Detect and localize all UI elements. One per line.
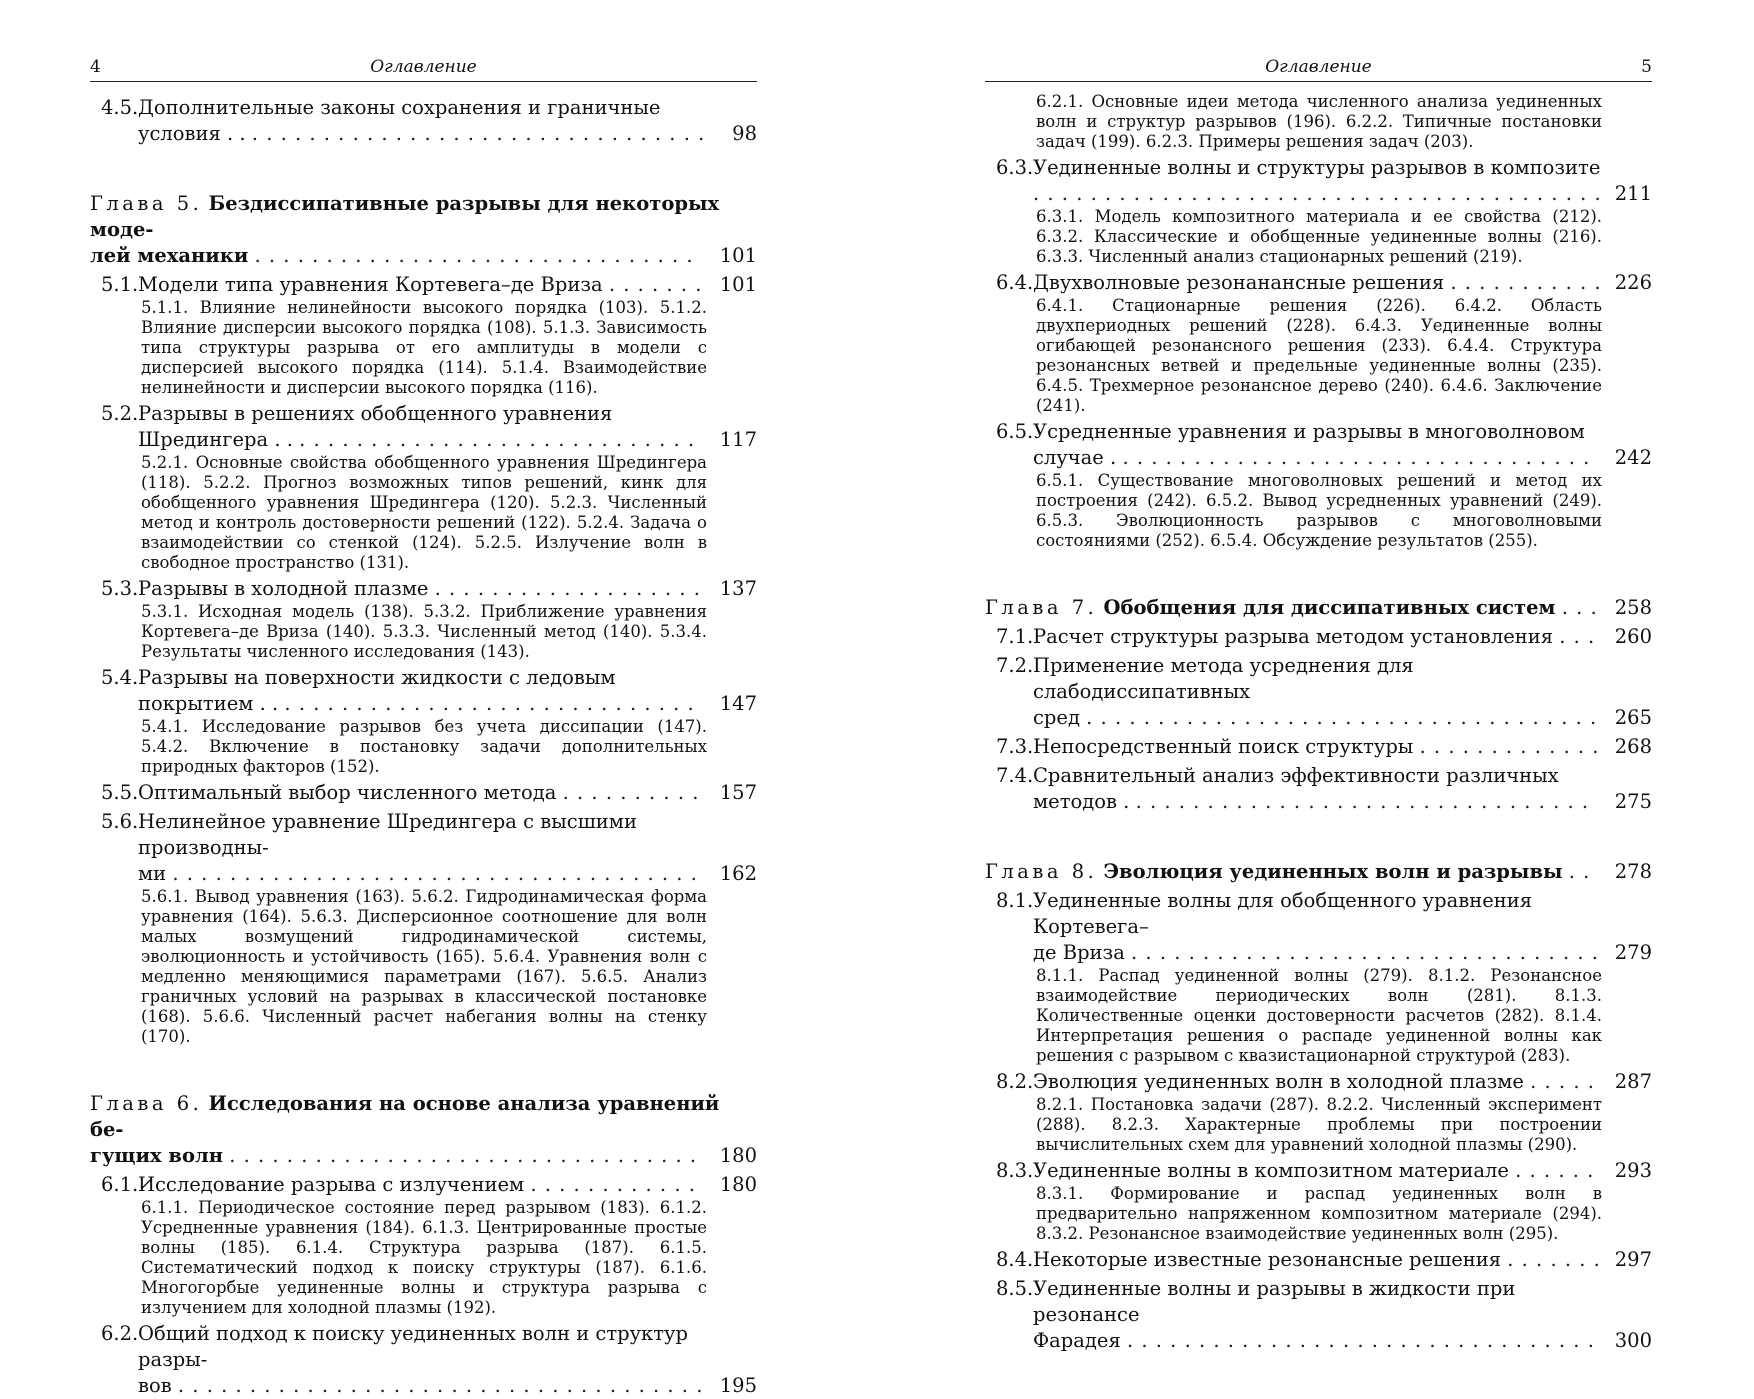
chapter-heading <box>90 191 757 269</box>
section-title: Разрывы в решениях обобщенного уравнения Шредингера . . <box>138 402 613 451</box>
section-title: Расчет структуры разрыва методом установления <box>1033 625 1554 648</box>
page-ref: 162 <box>719 862 757 885</box>
running-title: Оглавление <box>1265 57 1372 77</box>
subsection-list: 8.2.1. Постановка задачи (287). 8.2.2. Численный эксперимент (288). 8.2.3. Характерные проблемы при построении вычислительных схем для уравнений холодной плазмы (290). <box>1036 1095 1602 1154</box>
section-title-line: ми <box>138 862 167 885</box>
dot-leader: . . . . . . . . . . . <box>1450 271 1602 294</box>
section-title-line: Фарадея <box>1033 1329 1121 1352</box>
chapter-heading <box>985 859 1652 885</box>
section-number: 8.5. <box>996 1277 1034 1300</box>
section-number: 5.4. <box>101 666 139 689</box>
page-number: 5 <box>1641 57 1652 77</box>
page-ref: 147 <box>719 692 757 715</box>
section-number: 4.5. <box>101 96 139 119</box>
section-number: 8.2. <box>996 1070 1034 1093</box>
subsection-list: 6.2.1. Основные идеи метода численного анализа уединенных волн и структур разрывов (196). 6.2.2. Типичные постановки задач (199). 6.2.3. Примеры решения задач (203). <box>1036 92 1602 151</box>
section-number: 5.2. <box>101 402 139 425</box>
dot-leader: . . . . . . . . . . . . . . . . . . . . . . . . . . . . . . . . . . . . . <box>177 1374 704 1397</box>
dot-leader: . . . . . . . . . . . . . . . . . . . . . . . . . . . . . . . . . <box>1131 941 1599 964</box>
section-title: Оптимальный выбор численного метода <box>138 781 557 804</box>
page-ref: 101 <box>719 273 757 296</box>
toc-list <box>90 82 757 1399</box>
dot-leader: . . . . . . <box>1515 1159 1595 1182</box>
dot-leader: . . . . . . . . . . . . . . . . . . . . . . . . . . . . . . . . . <box>229 1144 698 1167</box>
section-number: 6.1. <box>101 1173 139 1196</box>
page-ref: 279 <box>1614 941 1652 964</box>
dot-leader: . . . . . . . . . . . . . . . . . . . . . . . . . . . . . . . . <box>251 122 706 145</box>
page-ref: 293 <box>1614 1159 1652 1182</box>
chapter-label: Глава 7. <box>985 596 1098 619</box>
toc-entry <box>90 576 757 602</box>
page-ref: 211 <box>1614 182 1652 205</box>
toc-entry <box>985 888 1652 966</box>
dot-leader: . . . . . <box>1530 1070 1595 1093</box>
page-ref: 180 <box>719 1173 757 1196</box>
section-title: Сравнительный анализ эффективности различных методов . <box>1033 764 1559 813</box>
section-number: 5.1. <box>101 273 139 296</box>
section-number: 7.1. <box>996 625 1034 648</box>
subsection-list: 5.4.1. Исследование разрывов без учета диссипации (147). 5.4.2. Включение в постановку задачи дополнительных природных факторов (152). <box>141 717 707 776</box>
dot-leader: . . . . . . . . . . . . . . . . . . . . . . . . . . . . . . . . . <box>1122 446 1591 469</box>
section-title: Модели типа уравнения Кортевега–де Вриза <box>138 273 603 296</box>
running-title: Оглавление <box>370 57 477 77</box>
dot-leader: . . . . . . . . . . . . . . . . . . . . . . . . . . . . . . . . <box>1135 790 1590 813</box>
page-ref: 265 <box>1614 706 1652 729</box>
toc-entry <box>985 1247 1652 1273</box>
page-ref: 226 <box>1614 271 1652 294</box>
dot-leader: . . . . . . . <box>608 273 703 296</box>
chapter-title-line: гущих волн <box>90 1144 223 1167</box>
section-number: 5.6. <box>101 810 139 833</box>
dot-leader: . . . . . . . . . . . . . . . . . . . . . . . . . . . . <box>299 428 696 451</box>
page-ref: 157 <box>719 781 757 804</box>
section-title-line: сред <box>1033 706 1080 729</box>
toc-entry <box>985 155 1652 207</box>
dot-leader: . . . . . . . . . . . . <box>530 1173 696 1196</box>
subsection-list: 5.2.1. Основные свойства обобщенного уравнения Шредингера (118). 5.2.2. Прогноз возможных типов решений, кинк для обобщенного уравнения Шредингера (120). 5.2.3. Численный метод и контроль достоверности решений (122). 5.2.4. Задача о взаимодействии со стенкой (124). 5.2.5. Излучение волн в свободное пространство (131). <box>141 453 707 572</box>
dot-leader: . . . . . . . <box>1507 1248 1601 1271</box>
page-ref: 260 <box>1614 625 1652 648</box>
page-ref: 275 <box>1614 790 1652 813</box>
page-ref: 180 <box>719 1144 757 1167</box>
section-number: 6.4. <box>996 271 1034 294</box>
dot-leader: . . . . . . . . . . . . . . . . . . . . . . . . . . . . . . . . . <box>1126 1329 1595 1352</box>
page-ref: 117 <box>719 428 757 451</box>
chapter-title-line: Обобщения для диссипативных систем <box>1103 596 1556 619</box>
toc-entry <box>90 780 757 806</box>
dot-leader: . . . <box>1559 625 1596 648</box>
toc-entry <box>985 419 1652 471</box>
section-title: Некоторые известные резонансные решения <box>1033 1248 1502 1271</box>
chapter-heading <box>90 1091 757 1169</box>
section-title: Усредненные уравнения и разрывы в многоволновом случае . <box>1033 420 1585 469</box>
section-title: Дополнительные законы сохранения и граничные условия . . <box>138 96 661 145</box>
toc-entry <box>985 734 1652 760</box>
section-title-line: Применение метода усреднения для слабодиссипативных <box>1033 654 1414 703</box>
dot-leader: . . . . . . . . . . . . . . . . . . . . . . . . . . . . . . . . . . . . <box>1086 706 1598 729</box>
section-title: Уединенные волны и структуры разрывов в композите <box>1033 156 1601 179</box>
toc-entry <box>985 653 1652 731</box>
page-ref: 287 <box>1614 1070 1652 1093</box>
section-title: Разрывы в холодной плазме <box>138 577 429 600</box>
dot-leader: . . . . . . . . . . . . . . . . . . . . . . . . . . . . . . . . . . . . . . . . <box>1033 182 1602 205</box>
running-header <box>985 55 1652 82</box>
dot-leader: . . . . . . . . . . . . . . . . . . . <box>434 577 701 600</box>
running-header <box>90 55 757 82</box>
section-number: 8.4. <box>996 1248 1034 1271</box>
right-page <box>985 55 1652 1354</box>
section-title-line: Нелинейное уравнение Шредингера с высшими производны- <box>138 810 637 859</box>
chapter-label: Глава 5. <box>90 192 203 215</box>
section-number: 8.1. <box>996 889 1034 912</box>
dot-leader: . . . . . . . . . . . . . . . . . . . . . . . . . . . . . <box>284 692 695 715</box>
page-ref: 258 <box>1614 596 1652 619</box>
toc-entry <box>90 809 757 887</box>
page-ref: 195 <box>719 1374 757 1397</box>
section-title: Двухволновые резонанансные решения <box>1033 271 1445 294</box>
section-number: 6.2. <box>101 1322 139 1345</box>
section-number: 7.4. <box>996 764 1034 787</box>
section-number: 5.5. <box>101 781 139 804</box>
toc-entry <box>985 624 1652 650</box>
toc-entry <box>90 95 757 147</box>
subsection-list: 5.3.1. Исходная модель (138). 5.3.2. Приближение уравнения Кортевега–де Вриза (140). 5.3.3. Численный метод (140). 5.3.4. Результаты численного исследования (143). <box>141 602 707 661</box>
section-title-line: вов <box>138 1374 172 1397</box>
section-title: Разрывы на поверхности жидкости с ледовым покрытием . . <box>138 666 616 715</box>
chapter-title-line: лей механики <box>90 244 249 267</box>
page-number: 4 <box>90 57 101 77</box>
subsection-list: 8.1.1. Распад уединенной волны (279). 8.1.2. Резонансное взаимодействие периодических волн (281). 8.1.3. Количественные оценки достоверности расчетов (282). 8.1.4. Интерпретация решения о распаде уединенной волны как решения с разрывом с квазистационарной структурой (283). <box>1036 966 1602 1065</box>
section-title: Уединенные волны в композитном материале <box>1033 1159 1509 1182</box>
section-title: Исследование разрыва с излучением <box>138 1173 525 1196</box>
chapter-title-line: Эволюция уединенных волн и разрывы <box>1103 860 1563 883</box>
section-title-line: Уединенные волны и разрывы в жидкости при резонансе <box>1033 1277 1516 1326</box>
section-number: 8.3. <box>996 1159 1034 1182</box>
section-number: 7.3. <box>996 735 1034 758</box>
toc-entry <box>90 665 757 717</box>
toc-list <box>985 82 1652 1354</box>
subsection-list: 6.3.1. Модель композитного материала и ее свойства (212). 6.3.2. Классические и обобщенные уединенные волны (216). 6.3.3. Численный анализ стационарных решений (219). <box>1036 207 1602 266</box>
dot-leader: . . . <box>1561 596 1598 619</box>
chapter-title-line: Исследования на основе анализа уравнений бе- <box>90 1092 720 1141</box>
subsection-list: 6.5.1. Существование многоволновых решений и метод их построения (242). 6.5.2. Вывод усредненных уравнений (249). 6.5.3. Эволюционность разрывов с многоволновыми состояниями (252). 6.5.4. Обсуждение результатов (255). <box>1036 471 1602 550</box>
dot-leader: . . <box>1568 860 1591 883</box>
dot-leader: . . . . . . . . . . . . . . . . . . . . . . . . . . . . . . . . . . . . . <box>172 862 698 885</box>
section-title-line: Общий подход к поиску уединенных волн и структур разры- <box>138 1322 688 1371</box>
page-ref: 98 <box>732 122 757 145</box>
section-title-line: де Вриза <box>1033 941 1125 964</box>
section-number: 7.2. <box>996 654 1034 677</box>
section-title: Эволюция уединенных волн в холодной плазме <box>1033 1070 1524 1093</box>
chapter-label: Глава 6. <box>90 1092 203 1115</box>
page-ref: 101 <box>719 244 757 267</box>
chapter-title-line: Бездиссипативные разрывы для некоторых моде- <box>90 192 720 241</box>
toc-entry <box>90 1172 757 1198</box>
dot-leader: . . . . . . . . . . . . . <box>1419 735 1600 758</box>
toc-entry <box>90 401 757 453</box>
page-ref: 300 <box>1614 1329 1652 1352</box>
subsection-list: 6.1.1. Периодическое состояние перед разрывом (183). 6.1.2. Усредненные уравнения (184). 6.1.3. Центрированные простые волны (185). 6.1.4. Структура разрыва (187). 6.1.5. Систематический подход к поиску структуры (187). 6.1.6. Многогорбые уединенные волны и структура разрыва с излучением для холодной плазмы (192). <box>141 1198 707 1317</box>
page-ref: 242 <box>1614 446 1652 469</box>
toc-entry <box>90 1321 757 1399</box>
section-number: 6.3. <box>996 156 1034 179</box>
page-ref: 297 <box>1614 1248 1652 1271</box>
page-ref: 137 <box>719 577 757 600</box>
section-number: 6.5. <box>996 420 1034 443</box>
subsection-list: 5.1.1. Влияние нелинейности высокого порядка (103). 5.1.2. Влияние дисперсии высокого порядка (108). 5.1.3. Зависимость типа структуры разрыва от его амплитуды в модели с дисперсией высокого порядка (114). 5.1.4. Взаимодействие нелинейности и дисперсии высокого порядка (116). <box>141 298 707 397</box>
subsection-list: 6.4.1. Стационарные решения (226). 6.4.2. Область двухпериодных решений (228). 6.4.3. Уединенные волны огибающей резонансного решения (233). 6.4.4. Структура резонансных ветвей и предельные уединенные волны (235). 6.4.5. Трехмерное резонансное дерево (240). 6.4.6. Заключение (241). <box>1036 296 1602 415</box>
toc-entry <box>985 1069 1652 1095</box>
page-ref: 278 <box>1614 860 1652 883</box>
toc-entry <box>985 1158 1652 1184</box>
toc-entry <box>985 1276 1652 1354</box>
section-title: Непосредственный поиск структуры <box>1033 735 1414 758</box>
section-number: 5.3. <box>101 577 139 600</box>
subsection-list: 8.3.1. Формирование и распад уединенных волн в предварительно напряженном композитном материале (294). 8.3.2. Резонансное взаимодействие уединенных волн (295). <box>1036 1184 1602 1243</box>
chapter-label: Глава 8. <box>985 860 1098 883</box>
left-page <box>90 55 757 1399</box>
toc-entry <box>985 763 1652 815</box>
chapter-heading <box>985 595 1652 621</box>
toc-entry <box>985 270 1652 296</box>
toc-entry <box>90 272 757 298</box>
subsection-list: 5.6.1. Вывод уравнения (163). 5.6.2. Гидродинамическая форма уравнения (164). 5.6.3. Дисперсионное соотношение для волн малых возмущений гидродинамической системы, эволюционность и устойчивость (165). 5.6.4. Уравнения волн с медленно меняющимися параметрами (167). 5.6.5. Анализ граничных условий на разрывах в классической постановке (168). 5.6.6. Численный расчет набегания волны на стенку (170). <box>141 887 707 1046</box>
section-title-line: Уединенные волны для обобщенного уравнения Кортевега– <box>1033 889 1533 938</box>
page-ref: 268 <box>1614 735 1652 758</box>
dot-leader: . . . . . . . . . . . . . . . . . . . . . . . . . . . . . . . <box>254 244 694 267</box>
dot-leader: . . . . . . . . . . <box>562 781 700 804</box>
